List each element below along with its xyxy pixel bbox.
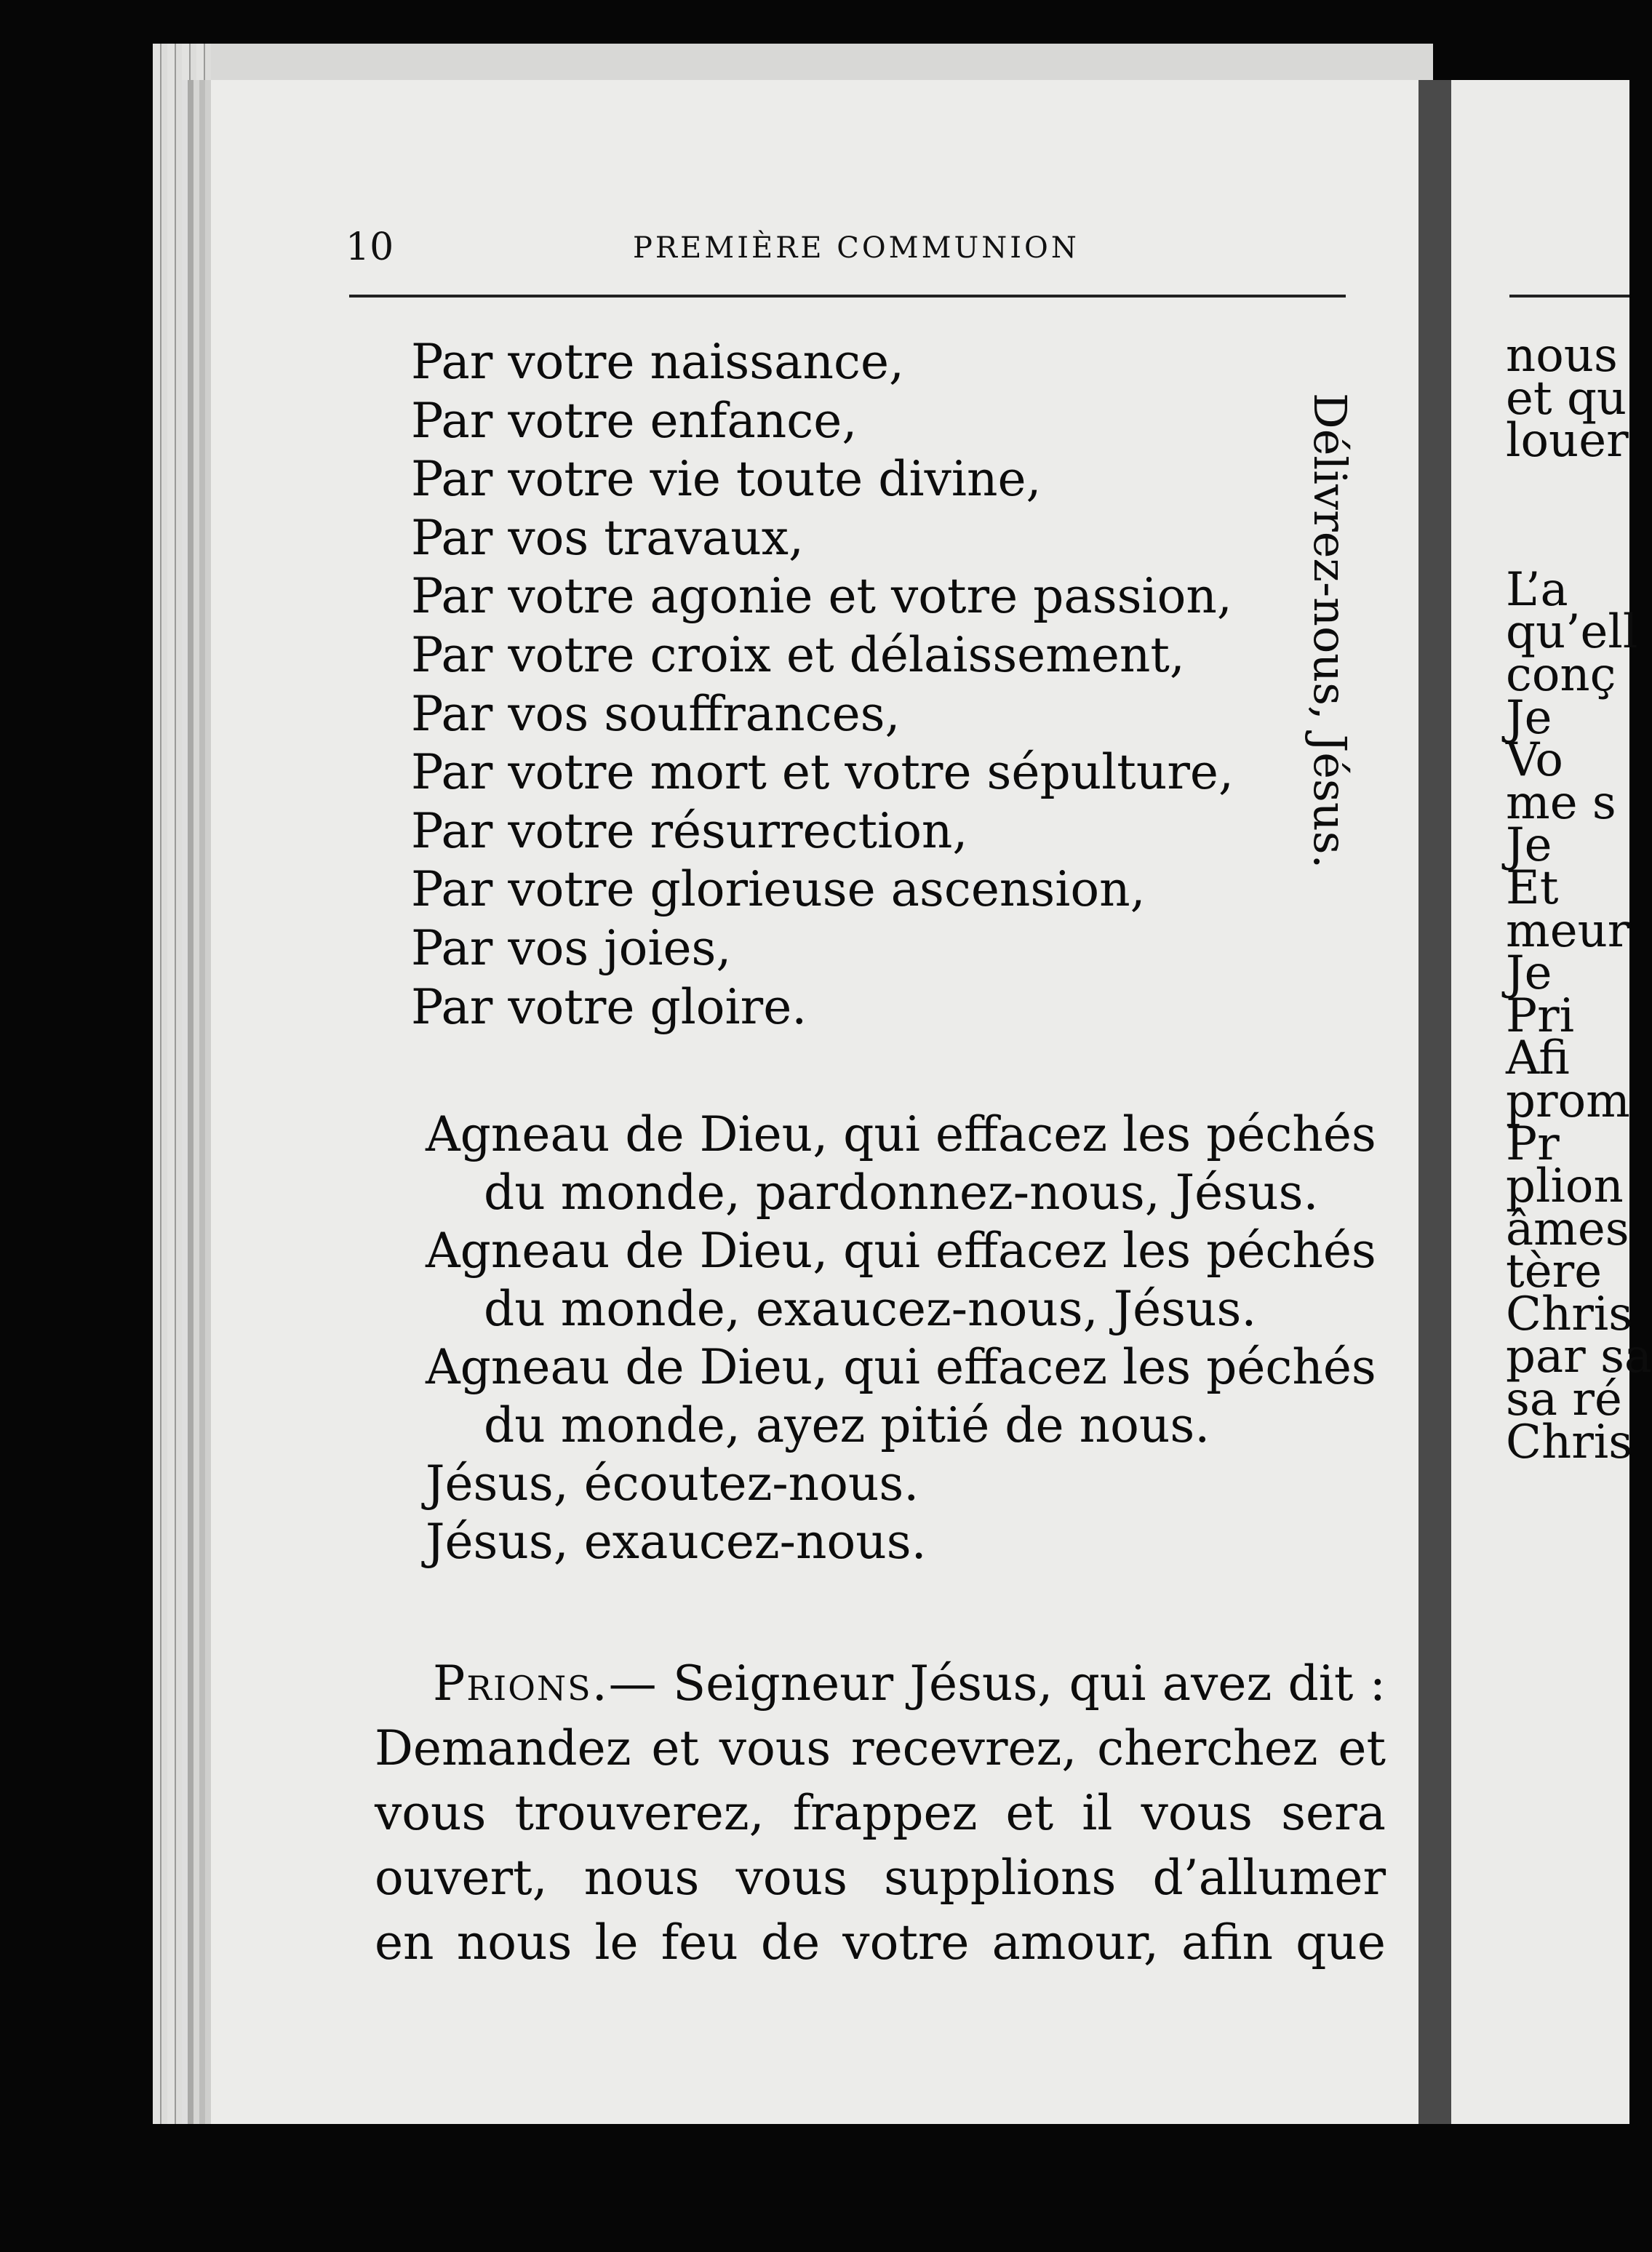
litany-line: Par votre enfance, xyxy=(411,392,858,449)
agnus-line: Agneau de Dieu, qui effacez les péchés xyxy=(426,1106,1376,1162)
litany-line: Par vos joies, xyxy=(411,919,732,976)
page-title: PREMIÈRE COMMUNION xyxy=(633,231,1080,265)
right-page-line: Chris xyxy=(1506,1415,1633,1469)
right-page-line: meur xyxy=(1506,903,1630,958)
right-page-line: Vo xyxy=(1506,733,1563,788)
agnus-line: Agneau de Dieu, qui effacez les péchés xyxy=(426,1339,1376,1395)
prayer-line: vous trouverez, frappez et il vous sera xyxy=(375,1785,1386,1841)
agnus-line: Jésus, écoutez-nous. xyxy=(426,1456,919,1512)
litany-response xyxy=(1295,393,1360,931)
right-page-line: me s xyxy=(1506,775,1616,830)
agnus-line: Agneau de Dieu, qui effacez les péchés xyxy=(426,1223,1376,1279)
litany-response-text: Délivrez-nous, Jésus. xyxy=(1304,393,1357,869)
agnus-line: du monde, ayez pitié de nous. xyxy=(484,1397,1210,1453)
right-page-line: et qu xyxy=(1506,371,1627,426)
litany-line: Par votre gloire. xyxy=(411,978,807,1035)
right-page-line: Je xyxy=(1506,818,1552,873)
right-page-line: conç xyxy=(1506,647,1616,702)
right-page-line: Chris xyxy=(1506,1287,1633,1341)
prayer-line: ouvert, nous vous supplions d’allumer xyxy=(375,1850,1386,1906)
book-gutter xyxy=(1418,80,1451,2124)
agnus-line: du monde, exaucez-nous, Jésus. xyxy=(484,1281,1257,1337)
header-rule xyxy=(349,295,1346,298)
page-number: 10 xyxy=(346,225,394,269)
litany-line: Par votre naissance, xyxy=(411,334,905,390)
right-page-line: âmes xyxy=(1506,1202,1629,1256)
right-page-line: L’a xyxy=(1506,562,1568,617)
agnus-dei-block xyxy=(426,1106,1386,1571)
prayer-first-line xyxy=(375,1651,1386,1716)
litany-line: Par votre vie toute divine, xyxy=(411,451,1042,508)
right-page-line: tère xyxy=(1506,1245,1603,1299)
litany-line: Par votre mort et votre sépulture, xyxy=(411,744,1234,801)
litany-line: Par votre résurrection, xyxy=(411,802,968,859)
right-page-line: nous xyxy=(1506,329,1618,383)
right-page-line: par sa xyxy=(1506,1330,1652,1384)
right-page-header-rule xyxy=(1509,295,1629,298)
right-page-line: Je xyxy=(1506,946,1552,1001)
litany-block xyxy=(411,333,1284,1037)
right-page-line: qu’ell xyxy=(1506,605,1638,660)
right-page-line: plion xyxy=(1506,1159,1624,1214)
prayer-label: Prions. xyxy=(433,1656,609,1712)
litany-line: Par vos souffrances, xyxy=(411,685,901,742)
agnus-line: Jésus, exaucez-nous. xyxy=(426,1514,927,1570)
agnus-line: du monde, pardonnez-nous, Jésus. xyxy=(484,1165,1319,1221)
prayer-line: en nous le feu de votre amour, afin que xyxy=(375,1914,1386,1970)
right-page-line: Pr xyxy=(1506,1117,1560,1171)
right-page-line: Pri xyxy=(1506,989,1575,1043)
litany-line: Par votre agonie et votre passion, xyxy=(411,568,1232,625)
page-stack-left-edge xyxy=(153,44,211,2124)
right-page-line: sa ré xyxy=(1506,1373,1622,1427)
running-head xyxy=(346,225,1364,269)
litany-line: Par vos travaux, xyxy=(411,509,804,566)
litany-line: Par votre croix et délaissement, xyxy=(411,626,1185,683)
right-page-line: Et xyxy=(1506,861,1559,915)
litany-line: Par votre glorieuse ascension, xyxy=(411,861,1146,918)
prayer-line: Demandez et vous recevrez, cherchez et xyxy=(375,1720,1386,1776)
prayer-first-line-text: — Seigneur Jésus, qui avez dit : xyxy=(608,1656,1386,1712)
prayer-block xyxy=(375,1651,1386,1975)
right-page-text xyxy=(1506,329,1652,1469)
right-page-line: louer xyxy=(1506,414,1629,468)
right-page-line: Afi xyxy=(1506,1031,1570,1086)
right-page-spacer xyxy=(1506,463,1629,569)
right-page-line: Je xyxy=(1506,690,1552,745)
right-page-line: prom xyxy=(1506,1074,1630,1128)
